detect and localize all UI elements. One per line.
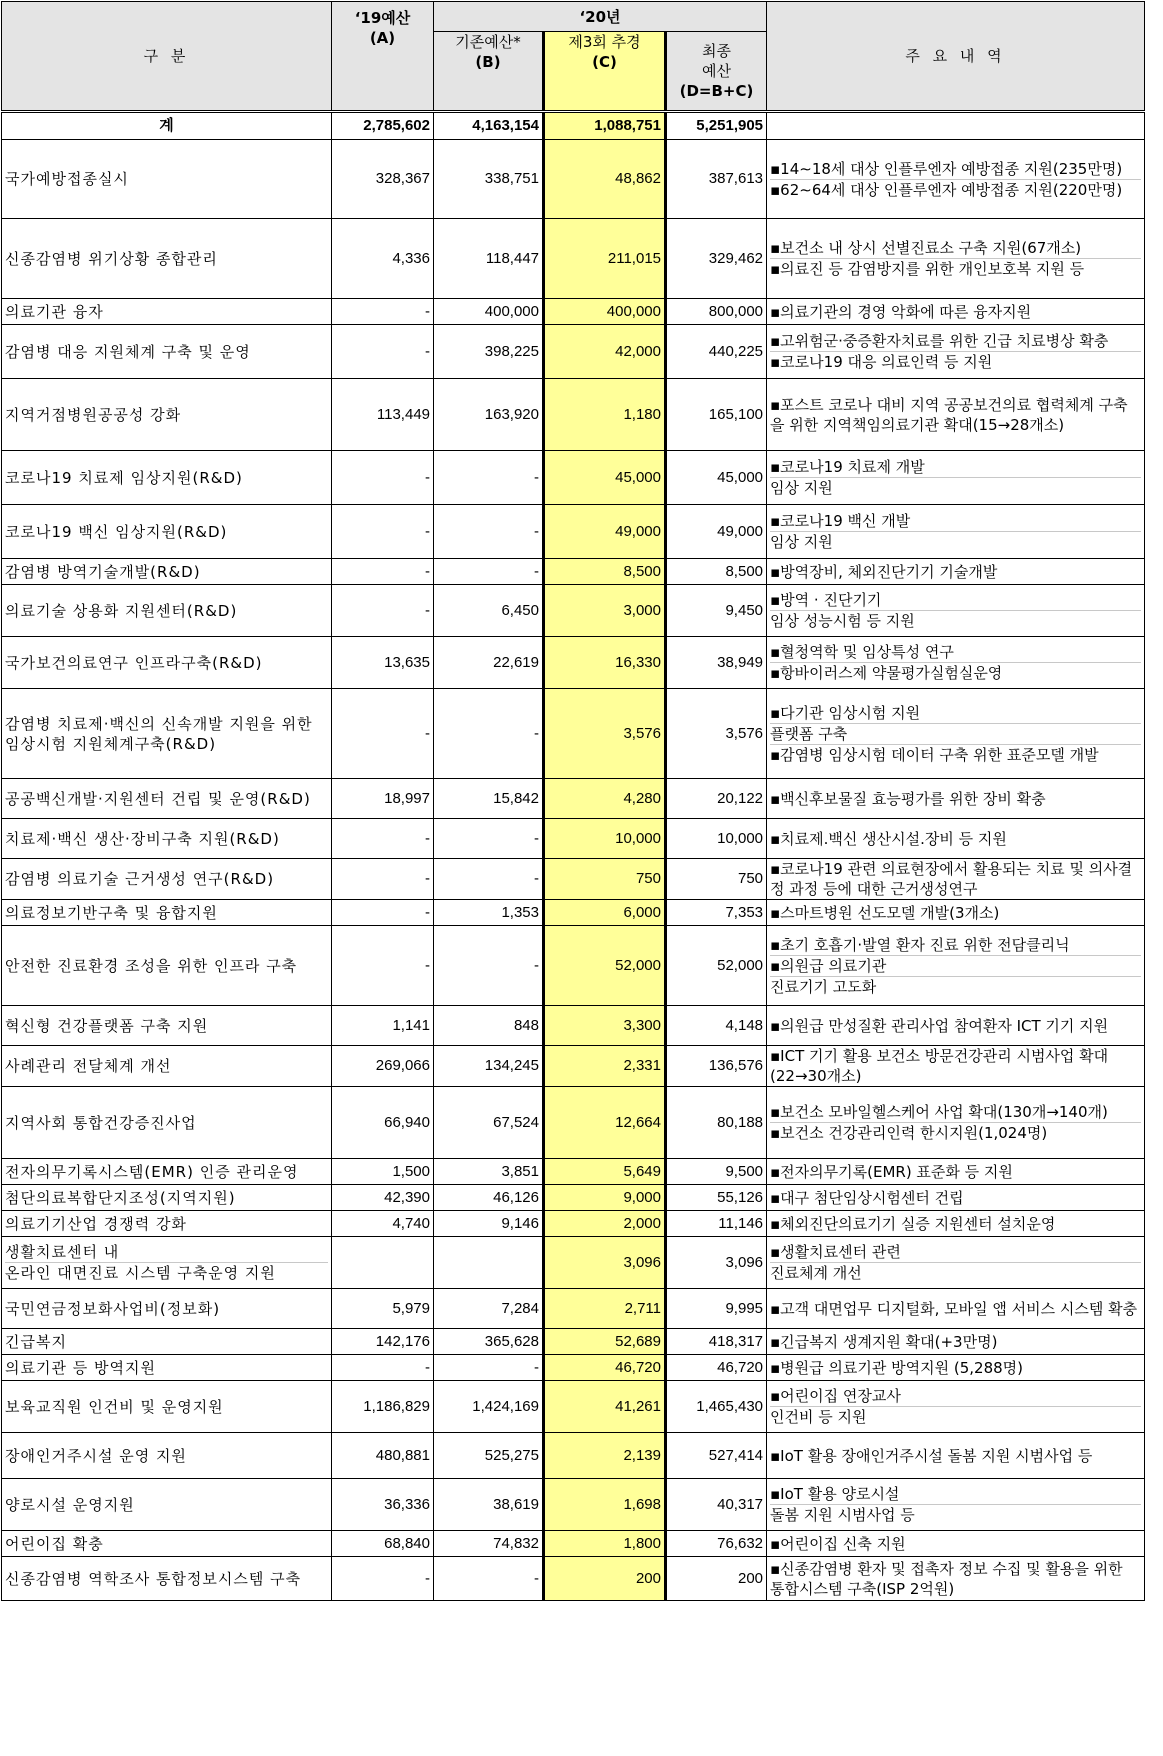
row-value-d: 52,000 xyxy=(666,926,767,1006)
row-value-c: 16,330 xyxy=(544,637,666,689)
table-row xyxy=(2,1531,1145,1557)
row-details xyxy=(767,1159,1145,1185)
row-value-c: 46,720 xyxy=(544,1355,666,1381)
detail-item: ▪긴급복지 생계지원 확대(+3만명) xyxy=(770,1332,998,1351)
detail-item: ▪고객 대면업무 디지털화, 모바일 앱 서비스 시스템 확충 xyxy=(770,1299,1138,1318)
row-details xyxy=(767,926,1145,1006)
row-value-c: 52,000 xyxy=(544,926,666,1006)
table-row xyxy=(2,1433,1145,1479)
total-d: 5,251,905 xyxy=(666,112,767,140)
row-value-d: 527,414 xyxy=(666,1433,767,1479)
row-category: 지역사회 통합건강증진사업 xyxy=(2,1087,332,1159)
row-category: 지역거점병원공공성 강화 xyxy=(2,379,332,451)
row-value-a: 1,141 xyxy=(332,1006,434,1046)
row-details xyxy=(767,637,1145,689)
row-value-c: 45,000 xyxy=(544,451,666,505)
row-value-d: 46,720 xyxy=(666,1355,767,1381)
row-value-b: 400,000 xyxy=(434,299,544,325)
row-value-a: - xyxy=(332,819,434,859)
row-value-d: 9,500 xyxy=(666,1159,767,1185)
detail-item: ▪병원급 의료기관 방역지원 (5,288명) xyxy=(770,1358,1024,1377)
row-category: 치료제·백신 생산·장비구축 지원(R&D) xyxy=(2,819,332,859)
row-value-b: 1,424,169 xyxy=(434,1381,544,1433)
row-details xyxy=(767,1329,1145,1355)
row-value-d: 165,100 xyxy=(666,379,767,451)
row-value-b: 134,245 xyxy=(434,1046,544,1087)
row-value-c: 10,000 xyxy=(544,819,666,859)
detail-item: ▪보건소 내 상시 선별진료소 구축 지원(67개소) xyxy=(770,238,1141,259)
row-value-c: 2,711 xyxy=(544,1289,666,1329)
detail-item: 진료체계 개선 xyxy=(770,1264,862,1282)
detail-item: ▪의원급 만성질환 관리사업 참여환자 ICT 기기 지원 xyxy=(770,1016,1109,1035)
row-value-b: 6,450 xyxy=(434,585,544,637)
row-value-c: 4,280 xyxy=(544,779,666,819)
row-category: 신종감염병 역학조사 통합정보시스템 구축 xyxy=(2,1557,332,1601)
row-value-d: 3,576 xyxy=(666,689,767,779)
detail-item: ▪어린이집 신축 지원 xyxy=(770,1534,906,1553)
table-row xyxy=(2,1087,1145,1159)
row-category: 전자의무기록시스템(EMR) 인증 관리운영 xyxy=(2,1159,332,1185)
row-value-b xyxy=(434,1237,544,1289)
row-value-b: - xyxy=(434,689,544,779)
detail-item: ▪체외진단의료기기 실증 지원센터 설치운영 xyxy=(770,1214,1056,1233)
row-value-b: 365,628 xyxy=(434,1329,544,1355)
detail-item: ▪코로나19 대응 의료인력 등 지원 xyxy=(770,353,993,371)
detail-item: ▪방역 · 진단기기 xyxy=(770,590,1141,611)
detail-item: 인건비 등 지원 xyxy=(770,1408,867,1426)
row-value-d: 418,317 xyxy=(666,1329,767,1355)
row-value-a: 42,390 xyxy=(332,1185,434,1211)
detail-item: ▪항바이러스제 약물평가실험실운영 xyxy=(770,664,1003,682)
row-value-a: - xyxy=(332,325,434,379)
detail-item: ▪14∼18세 대상 인플루엔자 예방접종 지원(235만명) xyxy=(770,159,1141,180)
row-details xyxy=(767,1211,1145,1237)
detail-item: ▪IoT 활용 양로시설 xyxy=(770,1484,1141,1505)
row-value-c: 12,664 xyxy=(544,1087,666,1159)
detail-item: 임상 지원 xyxy=(770,479,833,497)
row-value-a: - xyxy=(332,505,434,559)
row-category: 감염병 대응 지원체계 구축 및 운영 xyxy=(2,325,332,379)
row-value-b: - xyxy=(434,819,544,859)
row-value-b: 38,619 xyxy=(434,1479,544,1531)
detail-item: ▪코로나19 백신 개발 xyxy=(770,511,1141,532)
row-category: 의료정보기반구축 및 융합지원 xyxy=(2,900,332,926)
row-value-c: 41,261 xyxy=(544,1381,666,1433)
table-row xyxy=(2,1289,1145,1329)
row-category: 장애인거주시설 운영 지원 xyxy=(2,1433,332,1479)
row-value-a: 269,066 xyxy=(332,1046,434,1087)
row-value-a: - xyxy=(332,1355,434,1381)
table-row xyxy=(2,859,1145,900)
header-y20: ‘20년 xyxy=(434,2,767,32)
table-row xyxy=(2,926,1145,1006)
row-value-b: 67,524 xyxy=(434,1087,544,1159)
row-details xyxy=(767,1479,1145,1531)
row-value-a: - xyxy=(332,299,434,325)
row-details xyxy=(767,900,1145,926)
total-details xyxy=(767,112,1145,140)
row-value-b: - xyxy=(434,451,544,505)
row-details xyxy=(767,1531,1145,1557)
row-value-c: 3,000 xyxy=(544,585,666,637)
budget-table xyxy=(1,1,1145,1601)
table-row xyxy=(2,819,1145,859)
detail-item: ▪의료진 등 감염방지를 위한 개인보호복 지원 등 xyxy=(770,260,1085,278)
row-category: 국가예방접종실시 xyxy=(2,140,332,219)
row-value-a: - xyxy=(332,900,434,926)
row-value-d: 387,613 xyxy=(666,140,767,219)
row-value-a: - xyxy=(332,585,434,637)
row-value-d: 11,146 xyxy=(666,1211,767,1237)
row-value-b: - xyxy=(434,1355,544,1381)
row-value-d: 76,632 xyxy=(666,1531,767,1557)
row-details xyxy=(767,1433,1145,1479)
row-value-b: - xyxy=(434,505,544,559)
detail-item: 돌봄 지원 시범사업 등 xyxy=(770,1506,915,1524)
detail-item: ▪스마트병원 선도모델 개발(3개소) xyxy=(770,903,1000,922)
row-category: 의료기술 상용화 지원센터(R&D) xyxy=(2,585,332,637)
row-value-c: 750 xyxy=(544,859,666,900)
table-row xyxy=(2,451,1145,505)
row-value-c: 400,000 xyxy=(544,299,666,325)
row-value-d: 1,465,430 xyxy=(666,1381,767,1433)
row-category: 국민연금정보화사업비(정보화) xyxy=(2,1289,332,1329)
row-details xyxy=(767,1087,1145,1159)
detail-item: ▪포스트 코로나 대비 지역 공공보건의료 협력체계 구축을 위한 지역책임의료기관 확대(15→28개소) xyxy=(770,395,1128,434)
table-row xyxy=(2,140,1145,219)
row-value-a: 1,500 xyxy=(332,1159,434,1185)
header-final-budget: 최종 예산 (D=B+C) xyxy=(666,32,767,112)
row-value-d: 136,576 xyxy=(666,1046,767,1087)
row-value-b: 525,275 xyxy=(434,1433,544,1479)
detail-item: 임상 지원 xyxy=(770,533,833,551)
row-category: 감염병 치료제·백신의 신속개발 지원을 위한 임상시험 지원체계구축(R&D) xyxy=(2,689,332,779)
row-value-b: 3,851 xyxy=(434,1159,544,1185)
row-category xyxy=(2,1237,332,1289)
row-value-c: 3,300 xyxy=(544,1006,666,1046)
table-row xyxy=(2,505,1145,559)
row-value-c: 2,000 xyxy=(544,1211,666,1237)
row-category: 코로나19 치료제 임상지원(R&D) xyxy=(2,451,332,505)
header-supplementary-budget: 제3회 추경 (C) xyxy=(544,32,666,112)
row-value-b: - xyxy=(434,1557,544,1601)
row-value-d: 8,500 xyxy=(666,559,767,585)
detail-item: ▪의원급 의료기관 xyxy=(770,956,1141,977)
row-value-c: 200 xyxy=(544,1557,666,1601)
row-value-d: 80,188 xyxy=(666,1087,767,1159)
row-value-d: 55,126 xyxy=(666,1185,767,1211)
table-row xyxy=(2,559,1145,585)
detail-item: ▪백신후보물질 효능평가를 위한 장비 확충 xyxy=(770,789,1046,808)
table-row xyxy=(2,689,1145,779)
detail-item: ▪코로나19 치료제 개발 xyxy=(770,457,1141,478)
row-value-a: - xyxy=(332,1557,434,1601)
row-category: 안전한 진료환경 조성을 위한 인프라 구축 xyxy=(2,926,332,1006)
row-value-d: 45,000 xyxy=(666,451,767,505)
row-value-d: 20,122 xyxy=(666,779,767,819)
detail-item: ▪초기 호흡기·발열 환자 진료 위한 전담클리닉 xyxy=(770,935,1141,956)
table-row xyxy=(2,1479,1145,1531)
table-row xyxy=(2,1006,1145,1046)
total-a: 2,785,602 xyxy=(332,112,434,140)
row-value-a: 4,740 xyxy=(332,1211,434,1237)
row-details xyxy=(767,1185,1145,1211)
row-category-line: 생활치료센터 내 xyxy=(5,1242,328,1263)
row-value-a: - xyxy=(332,859,434,900)
row-value-d: 9,450 xyxy=(666,585,767,637)
total-label: 계 xyxy=(2,112,332,140)
table-row xyxy=(2,637,1145,689)
row-value-b: 7,284 xyxy=(434,1289,544,1329)
table-row xyxy=(2,1329,1145,1355)
detail-item: ▪혈청역학 및 임상특성 연구 xyxy=(770,642,1141,663)
detail-item: ▪대구 첨단임상시험센터 건립 xyxy=(770,1188,964,1207)
row-value-c: 9,000 xyxy=(544,1185,666,1211)
table-row xyxy=(2,585,1145,637)
header-y19-budget: ‘19예산 (A) xyxy=(332,2,434,112)
total-b: 4,163,154 xyxy=(434,112,544,140)
row-value-b: 118,447 xyxy=(434,219,544,299)
table-row xyxy=(2,299,1145,325)
row-details xyxy=(767,1237,1145,1289)
row-value-a: 4,336 xyxy=(332,219,434,299)
detail-item: ▪다기관 임상시험 지원 xyxy=(770,703,1141,724)
row-value-d: 7,353 xyxy=(666,900,767,926)
row-value-a: 1,186,829 xyxy=(332,1381,434,1433)
row-value-d: 40,317 xyxy=(666,1479,767,1531)
row-value-d: 10,000 xyxy=(666,819,767,859)
header-details: 주 요 내 역 xyxy=(767,2,1145,112)
row-details xyxy=(767,1046,1145,1087)
row-value-b: 9,146 xyxy=(434,1211,544,1237)
table-row xyxy=(2,1355,1145,1381)
detail-item: ▪어린이집 연장교사 xyxy=(770,1386,1141,1407)
row-value-a: 68,840 xyxy=(332,1531,434,1557)
row-value-b: 74,832 xyxy=(434,1531,544,1557)
header-row-1 xyxy=(2,2,1145,32)
row-category: 의료기관 융자 xyxy=(2,299,332,325)
row-details xyxy=(767,1289,1145,1329)
detail-item: 플랫폼 구축 xyxy=(770,724,1141,745)
detail-item: ▪ICT 기기 활용 보건소 방문건강관리 시범사업 확대(22→30개소) xyxy=(770,1047,1109,1085)
row-value-b: - xyxy=(434,559,544,585)
table-row xyxy=(2,900,1145,926)
row-value-a xyxy=(332,1237,434,1289)
detail-item: ▪보건소 건강관리인력 한시지원(1,024명) xyxy=(770,1124,1048,1142)
header-existing-budget: 기존예산* (B) xyxy=(434,32,544,112)
row-value-c: 3,576 xyxy=(544,689,666,779)
row-category: 코로나19 백신 임상지원(R&D) xyxy=(2,505,332,559)
detail-item: ▪전자의무기록(EMR) 표준화 등 지원 xyxy=(770,1162,1013,1181)
row-value-c: 2,331 xyxy=(544,1046,666,1087)
row-category: 사례관리 전달체계 개선 xyxy=(2,1046,332,1087)
row-value-a: 5,979 xyxy=(332,1289,434,1329)
detail-item: ▪IoT 활용 장애인거주시설 돌봄 지원 시범사업 등 xyxy=(770,1446,1093,1465)
row-category: 보육교직원 인건비 및 운영지원 xyxy=(2,1381,332,1433)
row-details xyxy=(767,585,1145,637)
row-value-a: 36,336 xyxy=(332,1479,434,1531)
row-details xyxy=(767,559,1145,585)
row-value-c: 2,139 xyxy=(544,1433,666,1479)
row-value-c: 48,862 xyxy=(544,140,666,219)
row-value-b: - xyxy=(434,859,544,900)
row-value-b: 15,842 xyxy=(434,779,544,819)
detail-item: ▪신종감염병 환자 및 접촉자 정보 수집 및 활용을 위한 통합시스템 구축(ISP 2억원) xyxy=(770,1559,1123,1598)
row-value-b: 338,751 xyxy=(434,140,544,219)
row-value-a: 113,449 xyxy=(332,379,434,451)
row-details xyxy=(767,451,1145,505)
table-row xyxy=(2,1237,1145,1289)
row-details xyxy=(767,819,1145,859)
table-row xyxy=(2,379,1145,451)
total-row xyxy=(2,112,1145,140)
row-value-c: 211,015 xyxy=(544,219,666,299)
row-value-c: 1,800 xyxy=(544,1531,666,1557)
row-details xyxy=(767,1006,1145,1046)
row-value-b: 1,353 xyxy=(434,900,544,926)
table-row xyxy=(2,1046,1145,1087)
row-details xyxy=(767,140,1145,219)
detail-item: ▪방역장비, 체외진단기기 기술개발 xyxy=(770,562,998,581)
table-row xyxy=(2,1211,1145,1237)
row-details xyxy=(767,859,1145,900)
row-value-d: 38,949 xyxy=(666,637,767,689)
row-value-d: 750 xyxy=(666,859,767,900)
table-row xyxy=(2,325,1145,379)
detail-item: ▪생활치료센터 관련 xyxy=(770,1242,1141,1263)
row-value-c: 3,096 xyxy=(544,1237,666,1289)
row-value-c: 52,689 xyxy=(544,1329,666,1355)
row-value-d: 329,462 xyxy=(666,219,767,299)
row-value-d: 3,096 xyxy=(666,1237,767,1289)
detail-item: ▪의료기관의 경영 악화에 따른 융자지원 xyxy=(770,302,1032,321)
row-value-c: 1,180 xyxy=(544,379,666,451)
row-value-a: 142,176 xyxy=(332,1329,434,1355)
row-value-a: 66,940 xyxy=(332,1087,434,1159)
header-category: 구 분 xyxy=(2,2,332,112)
detail-item: 진료기기 고도화 xyxy=(770,977,877,996)
row-category: 혁신형 건강플랫폼 구축 지원 xyxy=(2,1006,332,1046)
row-value-d: 4,148 xyxy=(666,1006,767,1046)
detail-item: ▪62∼64세 대상 인플루엔자 예방접종 지원(220만명) xyxy=(770,180,1123,199)
row-value-a: 18,997 xyxy=(332,779,434,819)
row-value-d: 49,000 xyxy=(666,505,767,559)
row-value-a: 480,881 xyxy=(332,1433,434,1479)
row-value-b: 848 xyxy=(434,1006,544,1046)
row-category: 양로시설 운영지원 xyxy=(2,1479,332,1531)
detail-item: ▪고위험군·중증환자치료를 위한 긴급 치료병상 확충 xyxy=(770,331,1141,352)
row-value-d: 9,995 xyxy=(666,1289,767,1329)
row-category-line: 온라인 대면진료 시스템 구축운영 지원 xyxy=(5,1264,276,1282)
table-row xyxy=(2,1381,1145,1433)
row-value-c: 49,000 xyxy=(544,505,666,559)
row-value-a: 13,635 xyxy=(332,637,434,689)
row-value-a: - xyxy=(332,926,434,1006)
row-value-a: - xyxy=(332,689,434,779)
row-value-b: - xyxy=(434,926,544,1006)
row-details xyxy=(767,1557,1145,1601)
row-details xyxy=(767,1381,1145,1433)
row-category: 첨단의료복합단지조성(지역지원) xyxy=(2,1185,332,1211)
row-value-c: 6,000 xyxy=(544,900,666,926)
row-details xyxy=(767,325,1145,379)
row-value-d: 200 xyxy=(666,1557,767,1601)
row-value-c: 42,000 xyxy=(544,325,666,379)
row-value-d: 800,000 xyxy=(666,299,767,325)
row-value-a: - xyxy=(332,559,434,585)
row-value-c: 5,649 xyxy=(544,1159,666,1185)
row-details xyxy=(767,1355,1145,1381)
row-category: 어린이집 확충 xyxy=(2,1531,332,1557)
row-value-c: 1,698 xyxy=(544,1479,666,1531)
row-category: 공공백신개발·지원센터 건립 및 운영(R&D) xyxy=(2,779,332,819)
table-row xyxy=(2,1185,1145,1211)
row-value-c: 8,500 xyxy=(544,559,666,585)
total-c: 1,088,751 xyxy=(544,112,666,140)
detail-item: ▪치료제.백신 생산시설.장비 등 지원 xyxy=(770,829,1007,848)
row-value-b: 22,619 xyxy=(434,637,544,689)
row-value-d: 440,225 xyxy=(666,325,767,379)
detail-item: ▪보건소 모바일헬스케어 사업 확대(130개→140개) xyxy=(770,1102,1141,1123)
row-category: 의료기관 등 방역지원 xyxy=(2,1355,332,1381)
detail-item: 임상 성능시험 등 지원 xyxy=(770,612,915,630)
table-row xyxy=(2,1159,1145,1185)
detail-item: ▪감염병 임상시험 데이터 구축 위한 표준모델 개발 xyxy=(770,745,1099,764)
row-category: 신종감염병 위기상황 종합관리 xyxy=(2,219,332,299)
table-row xyxy=(2,219,1145,299)
row-value-b: 46,126 xyxy=(434,1185,544,1211)
detail-item: ▪코로나19 관련 의료현장에서 활용되는 치료 및 의사결정 과정 등에 대한 근거생성연구 xyxy=(770,860,1133,898)
table-row xyxy=(2,1557,1145,1601)
row-category: 긴급복지 xyxy=(2,1329,332,1355)
row-category: 감염병 의료기술 근거생성 연구(R&D) xyxy=(2,859,332,900)
row-category: 감염병 방역기술개발(R&D) xyxy=(2,559,332,585)
row-details xyxy=(767,219,1145,299)
table-row xyxy=(2,779,1145,819)
row-details xyxy=(767,779,1145,819)
row-details xyxy=(767,505,1145,559)
row-details xyxy=(767,379,1145,451)
row-details xyxy=(767,689,1145,779)
row-value-a: 328,367 xyxy=(332,140,434,219)
row-value-a: - xyxy=(332,451,434,505)
row-value-b: 163,920 xyxy=(434,379,544,451)
row-category: 국가보건의료연구 인프라구축(R&D) xyxy=(2,637,332,689)
row-value-b: 398,225 xyxy=(434,325,544,379)
row-details xyxy=(767,299,1145,325)
row-category: 의료기기산업 경쟁력 강화 xyxy=(2,1211,332,1237)
